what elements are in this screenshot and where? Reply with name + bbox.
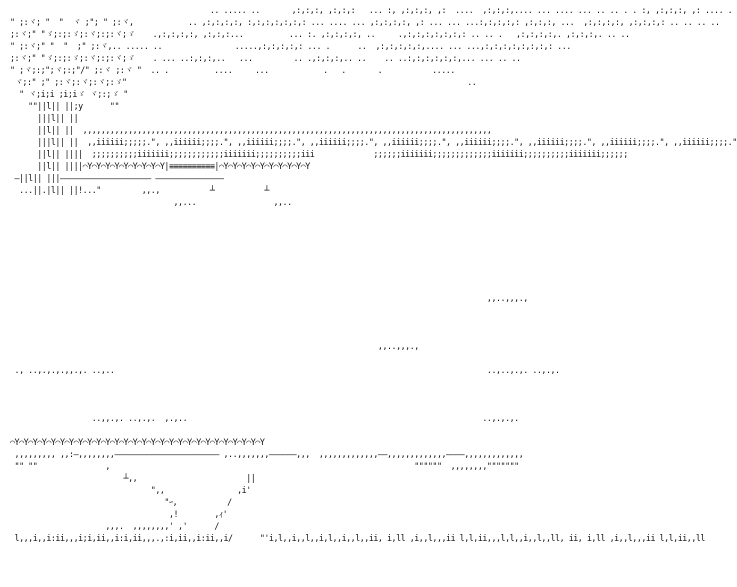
art-line: ⌒Y⌒Y⌒Y⌒Y⌒Y⌒Y⌒Y⌒Y⌒Y⌒Y⌒Y⌒Y⌒Y⌒Y⌒Y⌒Y⌒Y⌒Y⌒Y⌒Y⌒Y⌒Y⌒Y⌒Y⌒Y⌒Y⌒Y⌒Y (10, 437, 265, 447)
art-line (10, 232, 594, 244)
art-line: " ;:ヾ;" " " ;" ;:ヾ,.. ..... .. .....,:,:,:,:,: ... . .. ,:,:,:,:,:,.... ... ...,:,:,:,:,:,:,:,: ... (10, 41, 571, 51)
art-line: ., ..,.,.,.,,.,. ..,.. ..,..,.,. ..,.,. (10, 365, 560, 375)
art-line: ┴,, || (10, 473, 256, 483)
art-line: ..,,.,. ..,.,. ,.,.. ..,.,.,. (10, 413, 519, 423)
art-line (10, 304, 594, 316)
ascii-art-canvas (10, 4, 737, 583)
art-line: ;:ヾ;" "ゞ;:;:ゞ;:ヾ;:;:ヾ;ゞ .,:,:,:,:, ,:,:,:... ... :. ,:,:,:,:, .. .,:,:,:,:,:,:,: .. .. . ,:,:,:,:,. ,:,:,:,. .. .. (10, 29, 630, 39)
art-line: "" "" , """""" ,,,,,,,,""""""" (10, 461, 519, 471)
art-line: ―||l|| |||―――――――――――――――――――― ――――――――――――――― (10, 173, 224, 183)
art-line: |||l|| || (10, 113, 79, 123)
art-line: ,,... ,,.. (10, 197, 292, 207)
art-line (10, 268, 594, 280)
art-line (10, 220, 594, 232)
art-line: ...||.|l|| ||!..." ,,., ┴ ┴ (10, 185, 269, 195)
art-line (10, 352, 594, 364)
art-line: ,,,. ,,,,,,,,' ,' / (10, 521, 219, 531)
art-line (10, 376, 594, 388)
art-line: ,,..,,,., (10, 293, 528, 303)
art-line: ヾ;:" ;" ;:ヾ;:ヾ;:ヾ;:ゞ" .. (10, 77, 477, 87)
art-line (10, 400, 594, 412)
art-line: ||l|| |||| ;;;;;;;;;;iiiiiii;;;;;;;;;;;;iiiiiii;;;;;;;;;;iii ;;;;;;iiiiiii;;;;;;;;;;;;;iiiiiii;;;;;;;;;;iiiiiii;;;;;; (10, 149, 628, 159)
art-line: .. ..... .. ,:,:,:, ,:,:,: ... :, ,:,:,:, ,: .... ,:,:,:,.... ... .... ... .. .. . . :, ,:,:,:, ,: .... . (10, 5, 733, 15)
art-line (10, 208, 594, 220)
art-line: " ;ヾ;:;";ヾ;:;"/" ;:ヾ ;:ヾ " .. . .... ... . . . ..... (10, 65, 455, 75)
art-line: ",, ,i' (10, 485, 251, 495)
art-line: ,,,,,,,,, ,,:―,,,,,,,,――――――――――――――――――――――― ,..,,,,,,,――――――,,, ,,,,,,,,,,,,,――,,,,,,,,,,,,,――――,,,,,,,,,,,,, (10, 449, 524, 459)
art-line: ,! ,ｨ' (10, 509, 228, 519)
art-line (10, 316, 594, 328)
art-line: ""||l|| ||;y "" (10, 101, 120, 111)
art-line (10, 256, 594, 268)
art-line: ||l|| ||||⌒Y⌒Y⌒Y⌒Y⌒Y⌒Y⌒Y⌒Y⌒Y|≡≡≡≡≡≡≡≡≡≡|⌒Y⌒Y⌒Y⌒Y⌒Y⌒Y⌒Y⌒Y⌒Y⌒Y (10, 161, 310, 171)
art-line: ,,..,,,., (10, 341, 419, 351)
art-line: ;:ヾ;" "ゞ;:;:ゞ;:ヾ;:;:ヾ;ゞ . ... ..:,:,:,.. ... .. .,:,:,:,.. .. .. ..:,:,:,:,:,:,... ... .. .. (10, 53, 521, 63)
art-line: ||l|| || ,,,,,,,,,,,,,,,,,,,,,,,,,,,,,,,,,,,,,,,,,,,,,,,,,,,,,,,,,,,,,,,,,,,,,,,,,,,,,,,,,,,,,,,,,, (10, 125, 492, 135)
art-line (10, 244, 594, 256)
art-line (10, 280, 594, 292)
art-line (10, 388, 594, 400)
art-line: l,,,i,,i:ii,,,i;i,ii,,i:i,ii,,,.,:i,ii,,i:ii,,i/ "'i,l,,i,,l,,i,l,,i,,l,,ii, i,ll ,i,,l,,,ii l,l,ii,,,l,l,,i,,l,,ll, ii, i,ll ,i,,l,,,ii l,l,ii,,ll (10, 533, 705, 543)
art-line (10, 328, 594, 340)
art-line: " ヾ;i;i ;i;iゞ ヾ;:;ゞ " (10, 89, 128, 99)
art-line (10, 424, 594, 436)
art-line: "ｰ, / (10, 497, 232, 507)
art-line: " ;:ヾ; " " ヾ ;"; " ;:ヾ, .. ,:,:,:,:, :,:,:,:,:,:,: ... .... ... ,:,:,:,:, ,: ... ... ...:,:,:,:,: ,:,:,:, ... ,:,:,:,:, ,:,:,:,: .. .. .. .. (10, 17, 720, 27)
art-line: |||l|| || ,,iiiiii;;;;;.", ,,iiiiii;;;;.", ,,iiiiii;;;;.", ,,iiiiii;;;;.", ,,iiiiii;;;;.", ,,iiiiii;;;;.", ,,iiiiii;;;;.", ,,iiiiii;;;;.", ,,iiiiii;;;;." (10, 137, 737, 147)
